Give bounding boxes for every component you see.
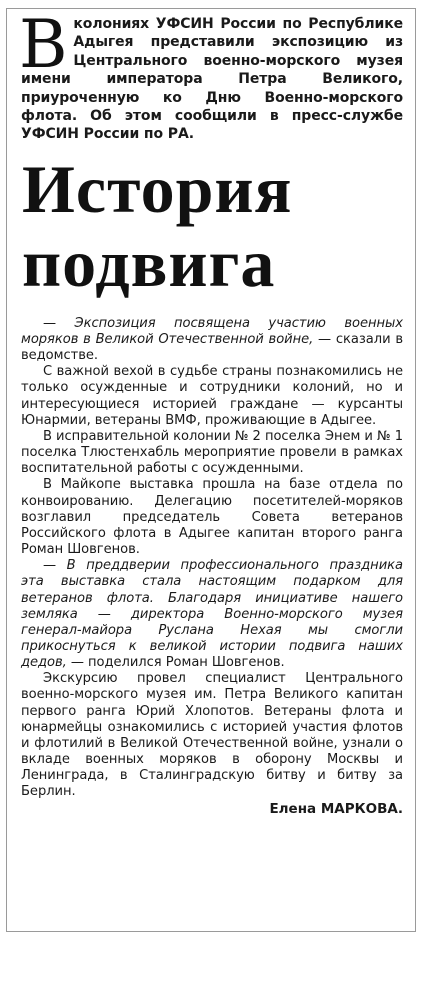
quote-text: — В преддверии профессионального праздника эта выставка стала настоящим подарком для ветеранов флота. Благодаря инициативе нашего земляка — директора Военно-морского музея генерал-майора Руслана Нехая мы смогли прикоснуться к великой истории подвига наших дедов, — <box>21 558 403 671</box>
paragraph-2 <box>21 364 403 429</box>
author-signature: Елена МАРКОВА. <box>269 800 403 817</box>
drop-cap: В <box>19 8 68 83</box>
paragraph-text: поделился Роман Шовгенов. <box>83 655 285 671</box>
headline-line-1: История <box>22 150 293 227</box>
paragraph-1 <box>21 316 403 364</box>
headline-line-2: подвига <box>22 224 276 301</box>
paragraph-text: сказали в ведомстве. <box>21 332 403 364</box>
lead-text: колониях УФСИН России по Республике Адыгея представили экспозицию из Центрального военно-морского музея имени императора Петра Великого, приуроченную ко Дню Военно-морского флота. Об этом сообщили в пресс-службе УФСИН России по РА. <box>21 16 403 143</box>
paragraph-text: Экскурсию провел специалист Центрального военно-морского музея им. Петра Великого капитан первого ранга Юрий Хлопотов. Ветераны флота и юнармейцы ознакомились с историей участия флотов и флотилий в Великой Отечественной войне, узнали о вкладе военных моряков в оборону Москвы и Ленинграда, в Сталинградскую битву и битву за Берлин. <box>21 671 403 800</box>
paragraph-3 <box>21 429 403 477</box>
headline <box>22 152 403 300</box>
lead-paragraph <box>19 8 403 144</box>
paragraph-6 <box>21 671 403 800</box>
article <box>6 8 416 932</box>
paragraph-text: В Майкопе выставка прошла на базе отдела по конвоированию. Делегацию посетителей-моряков возглавил председатель Совета ветеранов Российского флота в Адыгее капитан второго ранга Роман Шовгенов. <box>21 477 403 558</box>
article-body <box>21 316 403 801</box>
quote-text: — Экспозиция посвящена участию военных моряков в Великой Отечественной войне, — <box>21 315 403 347</box>
paragraph-4 <box>21 477 403 558</box>
paragraph-text: В исправительной колонии № 2 поселка Энем и № 1 поселка Тлюстенхабль мероприятие провели в рамках воспитательной работы с осужденными. <box>21 428 403 477</box>
paragraph-text: С важной вехой в судьбе страны познакомились не только осужденные и сотрудники колоний, но и интересующиеся историей граждане — курсанты Юнармии, ветераны ВМФ, проживающие в Адыгее. <box>21 364 403 428</box>
paragraph-5 <box>21 558 403 671</box>
